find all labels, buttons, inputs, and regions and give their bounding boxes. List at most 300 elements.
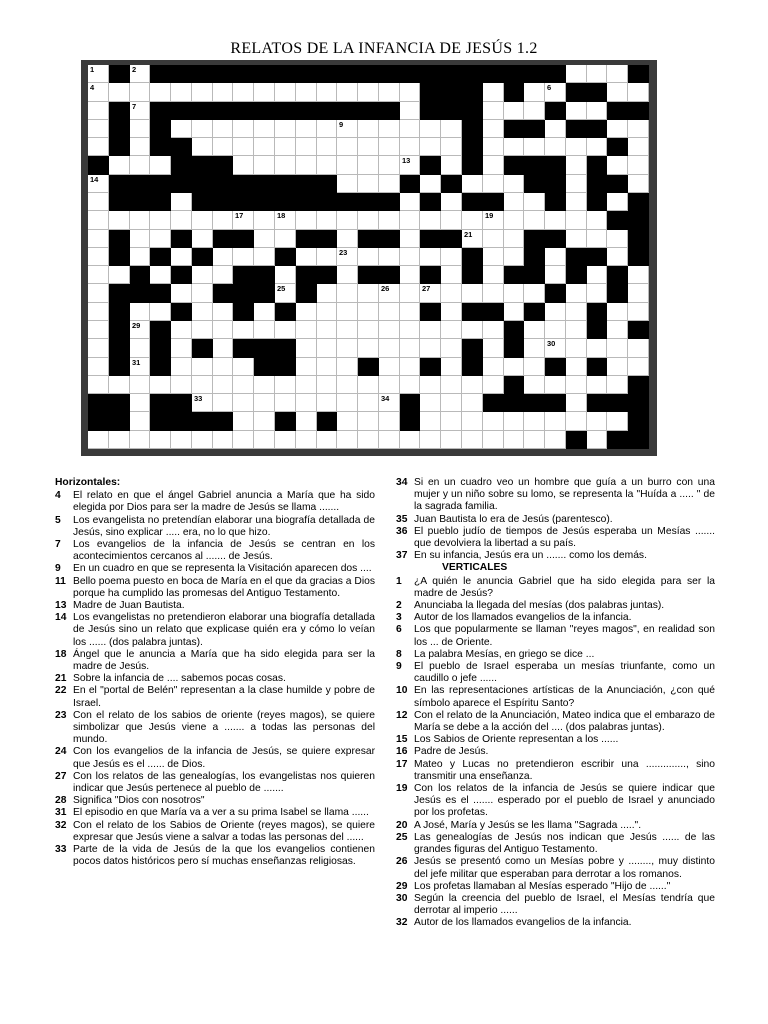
crossword-cell[interactable] [213,358,233,376]
crossword-cell[interactable] [441,156,462,175]
crossword-cell[interactable] [420,376,441,394]
crossword-cell[interactable] [545,339,566,358]
crossword-cell[interactable] [337,138,358,156]
crossword-cell[interactable] [441,394,462,412]
crossword-cell[interactable] [171,211,192,230]
crossword-cell[interactable] [88,83,109,102]
crossword-cell[interactable] [296,83,317,102]
crossword-cell[interactable] [400,431,420,449]
crossword-cell[interactable] [88,284,109,303]
crossword-cell[interactable] [88,266,109,284]
crossword-cell[interactable] [628,266,649,284]
crossword-cell[interactable] [275,321,296,339]
crossword-cell[interactable] [566,156,587,175]
crossword-cell[interactable] [545,120,566,138]
crossword-cell[interactable] [213,248,233,266]
crossword-cell[interactable] [296,303,317,321]
crossword-cell[interactable] [420,138,441,156]
crossword-cell[interactable] [504,303,524,321]
crossword-cell[interactable] [130,65,150,83]
crossword-cell[interactable] [213,321,233,339]
crossword-cell[interactable] [379,138,400,156]
crossword-cell[interactable] [379,376,400,394]
crossword-cell[interactable] [213,138,233,156]
crossword-cell[interactable] [462,431,483,449]
crossword-cell[interactable] [400,376,420,394]
crossword-cell[interactable] [420,321,441,339]
crossword-cell[interactable] [607,339,628,358]
crossword-cell[interactable] [192,266,213,284]
crossword-cell[interactable] [504,230,524,248]
crossword-cell[interactable] [233,431,254,449]
crossword-cell[interactable] [379,248,400,266]
crossword-cell[interactable] [587,431,607,449]
crossword-cell[interactable] [607,156,628,175]
crossword-cell[interactable] [171,321,192,339]
crossword-cell[interactable] [254,138,275,156]
crossword-cell[interactable] [109,266,130,284]
crossword-cell[interactable] [275,266,296,284]
crossword-cell[interactable] [233,248,254,266]
crossword-cell[interactable] [317,83,337,102]
crossword-cell[interactable] [483,138,504,156]
crossword-cell[interactable] [254,376,275,394]
crossword-cell[interactable] [130,102,150,120]
crossword-cell[interactable] [379,394,400,412]
crossword-cell[interactable] [192,321,213,339]
crossword-cell[interactable] [628,156,649,175]
crossword-cell[interactable] [109,156,130,175]
crossword-cell[interactable] [233,394,254,412]
crossword-cell[interactable] [254,303,275,321]
crossword-cell[interactable] [628,303,649,321]
crossword-cell[interactable] [545,248,566,266]
crossword-cell[interactable] [524,339,545,358]
crossword-cell[interactable] [150,431,171,449]
crossword-cell[interactable] [420,248,441,266]
crossword-cell[interactable] [296,358,317,376]
crossword-cell[interactable] [504,412,524,431]
crossword-cell[interactable] [317,211,337,230]
crossword-cell[interactable] [233,376,254,394]
crossword-cell[interactable] [545,211,566,230]
crossword-cell[interactable] [192,394,213,412]
crossword-cell[interactable] [483,412,504,431]
crossword-cell[interactable] [130,412,150,431]
crossword-cell[interactable] [628,339,649,358]
crossword-cell[interactable] [420,339,441,358]
crossword-cell[interactable] [213,211,233,230]
crossword-cell[interactable] [213,266,233,284]
crossword-cell[interactable] [483,431,504,449]
crossword-cell[interactable] [296,394,317,412]
crossword-cell[interactable] [504,193,524,211]
crossword-cell[interactable] [628,284,649,303]
crossword-cell[interactable] [400,138,420,156]
crossword-cell[interactable] [441,321,462,339]
crossword-cell[interactable] [483,339,504,358]
crossword-cell[interactable] [317,376,337,394]
crossword-cell[interactable] [130,358,150,376]
crossword-cell[interactable] [400,248,420,266]
crossword-cell[interactable] [337,120,358,138]
crossword-cell[interactable] [358,431,379,449]
crossword-cell[interactable] [524,376,545,394]
crossword-cell[interactable] [441,193,462,211]
crossword-cell[interactable] [150,230,171,248]
crossword-cell[interactable] [130,120,150,138]
crossword-cell[interactable] [171,431,192,449]
crossword-cell[interactable] [337,376,358,394]
crossword-cell[interactable] [192,211,213,230]
crossword-cell[interactable] [192,138,213,156]
crossword-cell[interactable] [317,321,337,339]
crossword-cell[interactable] [566,65,587,83]
crossword-cell[interactable] [545,431,566,449]
crossword-cell[interactable] [337,230,358,248]
crossword-cell[interactable] [524,138,545,156]
crossword-cell[interactable] [337,412,358,431]
crossword-cell[interactable] [607,65,628,83]
crossword-cell[interactable] [296,120,317,138]
crossword-cell[interactable] [483,358,504,376]
crossword-cell[interactable] [462,412,483,431]
crossword-cell[interactable] [607,376,628,394]
crossword-cell[interactable] [587,102,607,120]
crossword-cell[interactable] [254,321,275,339]
crossword-cell[interactable] [628,358,649,376]
crossword-cell[interactable] [545,321,566,339]
crossword-cell[interactable] [379,211,400,230]
crossword-cell[interactable] [462,321,483,339]
crossword-cell[interactable] [483,83,504,102]
crossword-cell[interactable] [254,120,275,138]
crossword-cell[interactable] [524,284,545,303]
crossword-cell[interactable] [109,83,130,102]
crossword-cell[interactable] [358,248,379,266]
crossword-cell[interactable] [566,339,587,358]
crossword-cell[interactable] [379,339,400,358]
crossword-cell[interactable] [171,83,192,102]
crossword-cell[interactable] [337,358,358,376]
crossword-cell[interactable] [317,138,337,156]
crossword-cell[interactable] [88,376,109,394]
crossword-cell[interactable] [150,376,171,394]
crossword-cell[interactable] [254,83,275,102]
crossword-cell[interactable] [358,412,379,431]
crossword-cell[interactable] [233,156,254,175]
crossword-cell[interactable] [254,248,275,266]
crossword-cell[interactable] [587,211,607,230]
crossword-cell[interactable] [358,83,379,102]
crossword-cell[interactable] [462,175,483,193]
crossword-cell[interactable] [483,284,504,303]
crossword-cell[interactable] [607,248,628,266]
crossword-cell[interactable] [192,120,213,138]
crossword-cell[interactable] [275,211,296,230]
crossword-cell[interactable] [504,358,524,376]
crossword-cell[interactable] [400,321,420,339]
crossword-cell[interactable] [400,83,420,102]
crossword-cell[interactable] [441,248,462,266]
crossword-cell[interactable] [337,266,358,284]
crossword-cell[interactable] [213,431,233,449]
crossword-cell[interactable] [317,156,337,175]
crossword-cell[interactable] [441,266,462,284]
crossword-cell[interactable] [88,102,109,120]
crossword-cell[interactable] [88,65,109,83]
crossword-cell[interactable] [296,321,317,339]
crossword-cell[interactable] [587,65,607,83]
crossword-cell[interactable] [587,412,607,431]
crossword-cell[interactable] [420,211,441,230]
crossword-cell[interactable] [400,230,420,248]
crossword-cell[interactable] [109,431,130,449]
crossword-cell[interactable] [566,175,587,193]
crossword-cell[interactable] [566,358,587,376]
crossword-cell[interactable] [171,339,192,358]
crossword-cell[interactable] [483,376,504,394]
crossword-cell[interactable] [524,83,545,102]
crossword-cell[interactable] [400,156,420,175]
crossword-cell[interactable] [379,83,400,102]
crossword-cell[interactable] [88,230,109,248]
crossword-cell[interactable] [171,248,192,266]
crossword-cell[interactable] [607,193,628,211]
crossword-cell[interactable] [358,175,379,193]
crossword-cell[interactable] [483,120,504,138]
crossword-cell[interactable] [275,120,296,138]
crossword-cell[interactable] [400,102,420,120]
crossword-cell[interactable] [254,230,275,248]
crossword-cell[interactable] [566,321,587,339]
crossword-cell[interactable] [420,431,441,449]
crossword-cell[interactable] [213,83,233,102]
crossword-cell[interactable] [213,120,233,138]
crossword-cell[interactable] [566,376,587,394]
crossword-cell[interactable] [233,83,254,102]
crossword-cell[interactable] [254,412,275,431]
crossword-cell[interactable] [441,339,462,358]
crossword-cell[interactable] [504,248,524,266]
crossword-cell[interactable] [130,211,150,230]
crossword-cell[interactable] [130,303,150,321]
crossword-cell[interactable] [462,211,483,230]
crossword-cell[interactable] [358,303,379,321]
crossword-cell[interactable] [587,339,607,358]
crossword-cell[interactable] [296,211,317,230]
crossword-cell[interactable] [524,358,545,376]
crossword-cell[interactable] [317,339,337,358]
crossword-cell[interactable] [400,303,420,321]
crossword-cell[interactable] [233,120,254,138]
crossword-cell[interactable] [317,120,337,138]
crossword-cell[interactable] [462,394,483,412]
crossword-cell[interactable] [296,248,317,266]
crossword-cell[interactable] [607,321,628,339]
crossword-cell[interactable] [524,412,545,431]
crossword-cell[interactable] [150,303,171,321]
crossword-cell[interactable] [233,211,254,230]
crossword-cell[interactable] [587,284,607,303]
crossword-cell[interactable] [192,431,213,449]
crossword-cell[interactable] [628,175,649,193]
crossword-cell[interactable] [233,412,254,431]
crossword-cell[interactable] [504,431,524,449]
crossword-cell[interactable] [275,431,296,449]
crossword-cell[interactable] [400,284,420,303]
crossword-cell[interactable] [192,230,213,248]
crossword-cell[interactable] [317,358,337,376]
crossword-cell[interactable] [337,156,358,175]
crossword-cell[interactable] [358,339,379,358]
crossword-cell[interactable] [545,83,566,102]
crossword-cell[interactable] [400,120,420,138]
crossword-cell[interactable] [296,339,317,358]
crossword-cell[interactable] [275,138,296,156]
crossword-cell[interactable] [317,284,337,303]
crossword-cell[interactable] [545,303,566,321]
crossword-cell[interactable] [296,412,317,431]
crossword-cell[interactable] [358,211,379,230]
crossword-cell[interactable] [88,321,109,339]
crossword-cell[interactable] [524,431,545,449]
crossword-cell[interactable] [358,156,379,175]
crossword-cell[interactable] [441,303,462,321]
crossword-cell[interactable] [441,376,462,394]
crossword-cell[interactable] [566,412,587,431]
crossword-cell[interactable] [213,303,233,321]
crossword-cell[interactable] [358,138,379,156]
crossword-cell[interactable] [254,211,275,230]
crossword-cell[interactable] [483,175,504,193]
crossword-cell[interactable] [504,284,524,303]
crossword-cell[interactable] [296,376,317,394]
crossword-cell[interactable] [379,303,400,321]
crossword-cell[interactable] [524,211,545,230]
crossword-cell[interactable] [171,376,192,394]
crossword-cell[interactable] [524,193,545,211]
crossword-cell[interactable] [628,138,649,156]
crossword-cell[interactable] [587,138,607,156]
crossword-cell[interactable] [379,156,400,175]
crossword-cell[interactable] [130,339,150,358]
crossword-cell[interactable] [483,248,504,266]
crossword-cell[interactable] [254,394,275,412]
crossword-cell[interactable] [524,102,545,120]
crossword-cell[interactable] [358,394,379,412]
crossword-cell[interactable] [462,230,483,248]
crossword-cell[interactable] [192,284,213,303]
crossword-cell[interactable] [504,138,524,156]
crossword-cell[interactable] [275,394,296,412]
crossword-cell[interactable] [171,193,192,211]
crossword-cell[interactable] [628,83,649,102]
crossword-cell[interactable] [441,431,462,449]
crossword-cell[interactable] [566,303,587,321]
crossword-cell[interactable] [483,230,504,248]
crossword-cell[interactable] [275,156,296,175]
crossword-cell[interactable] [400,358,420,376]
crossword-cell[interactable] [607,358,628,376]
crossword-cell[interactable] [88,138,109,156]
crossword-cell[interactable] [130,83,150,102]
crossword-cell[interactable] [337,211,358,230]
crossword-cell[interactable] [379,412,400,431]
crossword-cell[interactable] [130,248,150,266]
crossword-cell[interactable] [607,230,628,248]
crossword-cell[interactable] [130,376,150,394]
crossword-cell[interactable] [337,303,358,321]
crossword-cell[interactable] [358,120,379,138]
crossword-cell[interactable] [296,138,317,156]
crossword-cell[interactable] [420,175,441,193]
crossword-cell[interactable] [566,193,587,211]
crossword-cell[interactable] [379,175,400,193]
crossword-cell[interactable] [88,193,109,211]
crossword-cell[interactable] [130,230,150,248]
crossword-cell[interactable] [628,120,649,138]
crossword-cell[interactable] [213,376,233,394]
crossword-cell[interactable] [545,412,566,431]
crossword-cell[interactable] [483,266,504,284]
crossword-cell[interactable] [192,376,213,394]
crossword-cell[interactable] [379,284,400,303]
crossword-cell[interactable] [254,431,275,449]
crossword-cell[interactable] [130,138,150,156]
crossword-cell[interactable] [337,248,358,266]
crossword-cell[interactable] [233,358,254,376]
crossword-cell[interactable] [358,321,379,339]
crossword-cell[interactable] [607,83,628,102]
crossword-cell[interactable] [587,376,607,394]
crossword-cell[interactable] [566,102,587,120]
crossword-cell[interactable] [88,431,109,449]
crossword-cell[interactable] [254,156,275,175]
crossword-cell[interactable] [150,266,171,284]
crossword-cell[interactable] [441,138,462,156]
crossword-cell[interactable] [462,284,483,303]
crossword-cell[interactable] [607,120,628,138]
crossword-cell[interactable] [337,284,358,303]
crossword-cell[interactable] [275,83,296,102]
crossword-cell[interactable] [504,175,524,193]
crossword-cell[interactable] [130,156,150,175]
crossword-cell[interactable] [441,284,462,303]
crossword-cell[interactable] [441,358,462,376]
crossword-cell[interactable] [109,376,130,394]
crossword-cell[interactable] [171,120,192,138]
crossword-cell[interactable] [400,211,420,230]
crossword-cell[interactable] [317,431,337,449]
crossword-cell[interactable] [213,394,233,412]
crossword-cell[interactable] [483,102,504,120]
crossword-cell[interactable] [545,138,566,156]
crossword-cell[interactable] [420,412,441,431]
crossword-cell[interactable] [483,211,504,230]
crossword-cell[interactable] [545,266,566,284]
crossword-cell[interactable] [317,394,337,412]
crossword-cell[interactable] [171,358,192,376]
crossword-cell[interactable] [358,376,379,394]
crossword-cell[interactable] [150,83,171,102]
crossword-cell[interactable] [358,284,379,303]
crossword-cell[interactable] [420,120,441,138]
crossword-cell[interactable] [171,284,192,303]
crossword-cell[interactable] [524,321,545,339]
crossword-cell[interactable] [566,138,587,156]
crossword-cell[interactable] [275,284,296,303]
